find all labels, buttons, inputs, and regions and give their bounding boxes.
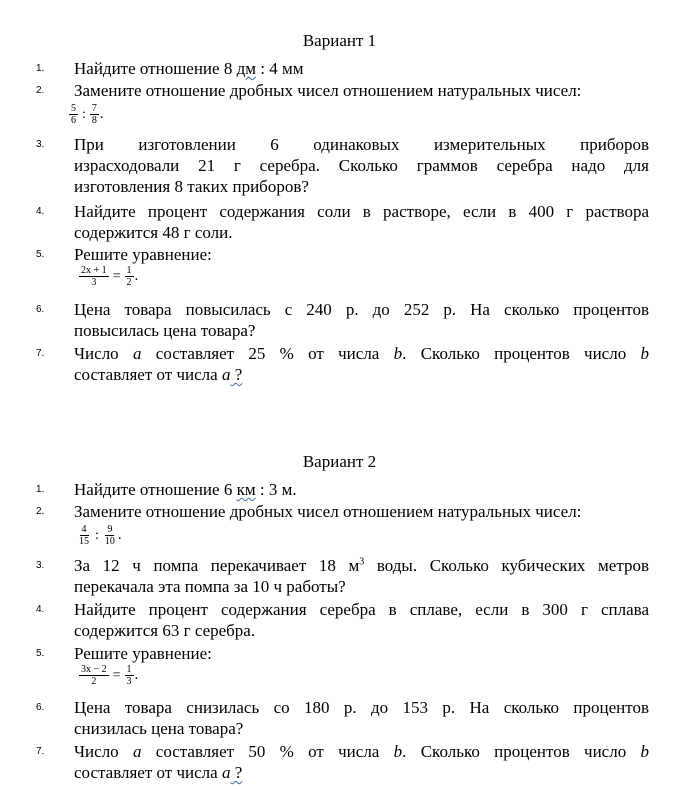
task-number: 2. [36,85,45,96]
equation-expression: $\frac{2x + 1}{3}$ = $\frac{1}{2}$ . [81,265,139,289]
task-number: 5. [36,648,45,659]
task-number: 7. [36,348,45,359]
fraction-expression: $\frac{5}{6}$ : $\frac{7}{8}$ . [71,103,104,127]
task-number: 3. [36,139,45,150]
task-number: 4. [36,206,45,217]
variant-2-title: Вариант 2 [302,452,377,471]
task-number: 2. [36,506,45,517]
fraction-expression: $\frac{4}{15}$ : $\frac{9}{10}$ . [79,524,122,548]
variant-1-title: Вариант 1 [302,31,377,50]
task-number: 1. [36,484,45,495]
task-number: 5. [36,249,45,260]
task-number: 4. [36,604,45,615]
task-number: 3. [36,560,45,571]
equation-expression: $\frac{3x - 2}{2}$ = $\frac{1}{3}$ . [81,664,139,688]
task-number: 7. [36,746,45,757]
task-number: 6. [36,304,45,315]
task-number: 6. [36,702,45,713]
task-number: 1. [36,63,45,74]
